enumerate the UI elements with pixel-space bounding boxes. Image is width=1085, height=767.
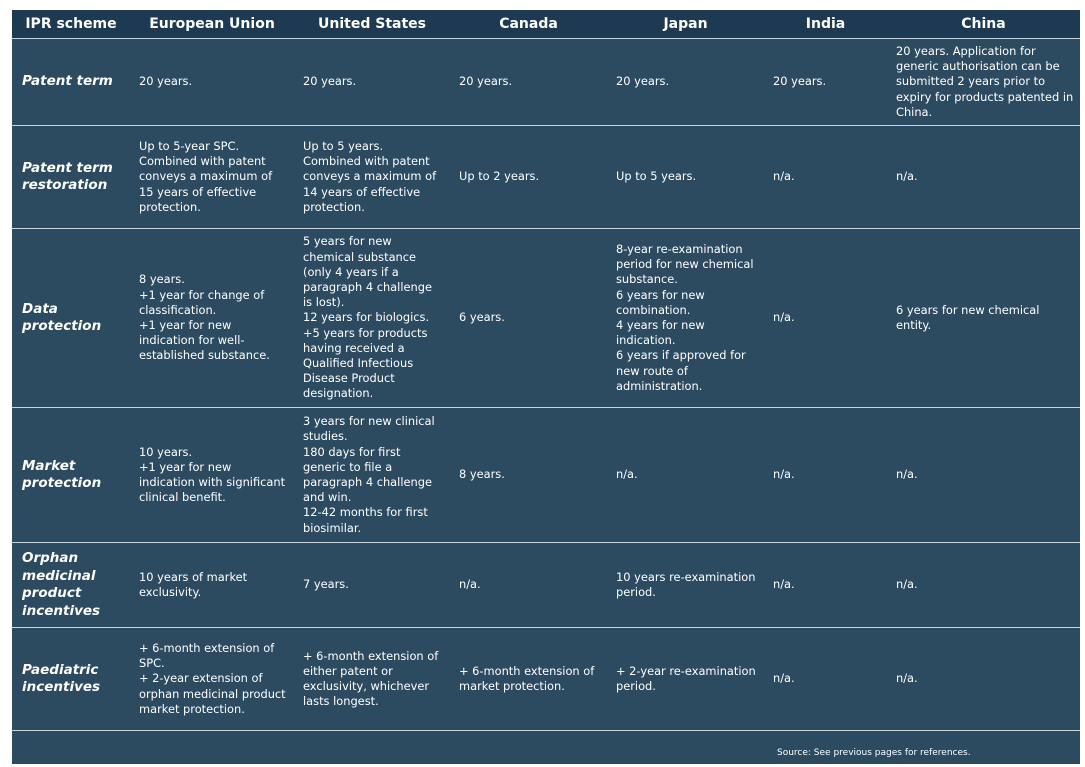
cell-china: 6 years for new chemical entity. (887, 229, 1080, 408)
row-label-data-protection: Data protection (12, 229, 130, 408)
row-label-market-protection: Market protection (12, 408, 130, 543)
cell-china: n/a. (887, 628, 1080, 731)
header-india: India (764, 10, 887, 39)
cell-us: + 6-month extension of either patent or exclusivity, whichever lasts longest. (294, 628, 450, 731)
table-row-patent-term-restoration (12, 126, 1080, 229)
row-label-orphan-incentives: Orphan medicinal product incentives (12, 543, 130, 628)
cell-india: n/a. (764, 126, 887, 229)
cell-india: n/a. (764, 628, 887, 731)
cell-eu: Up to 5-year SPC. Combined with patent conveys a maximum of 15 years of effective protection. (130, 126, 294, 229)
cell-japan: 20 years. (607, 39, 764, 126)
table-row-paediatric-incentives (12, 628, 1080, 731)
cell-canada: 6 years. (450, 229, 607, 408)
header-european-union: European Union (130, 10, 294, 39)
row-label-patent-term: Patent term (12, 39, 130, 126)
table-row-data-protection (12, 229, 1080, 408)
cell-china: n/a. (887, 126, 1080, 229)
cell-india: n/a. (764, 229, 887, 408)
cell-canada: 20 years. (450, 39, 607, 126)
cell-us: 3 years for new clinical studies. 180 days for first generic to file a paragraph 4 challenge and win. 12-42 months for first biosimilar. (294, 408, 450, 543)
cell-canada: 8 years. (450, 408, 607, 543)
header-ipr-scheme: IPR scheme (12, 10, 130, 39)
cell-eu: + 6-month extension of SPC. + 2-year extension of orphan medicinal product market protection. (130, 628, 294, 731)
cell-india: n/a. (764, 543, 887, 628)
cell-canada: n/a. (450, 543, 607, 628)
cell-japan: n/a. (607, 408, 764, 543)
cell-eu: 10 years of market exclusivity. (130, 543, 294, 628)
ipr-comparison-table (12, 10, 1080, 731)
cell-japan: 10 years re-examination period. (607, 543, 764, 628)
cell-us: 20 years. (294, 39, 450, 126)
header-china: China (887, 10, 1080, 39)
cell-us: 5 years for new chemical substance (only 4 years if a paragraph 4 challenge is lost). 12 years for biologics. +5 years for products having received a Qualified Infectious Disease Product designation. (294, 229, 450, 408)
table-row-orphan-incentives (12, 543, 1080, 628)
cell-india: n/a. (764, 408, 887, 543)
table-header-row (12, 10, 1080, 39)
row-label-patent-term-restoration: Patent term restoration (12, 126, 130, 229)
table-row-market-protection (12, 408, 1080, 543)
table-footer (12, 725, 1080, 764)
row-label-paediatric-incentives: Paediatric incentives (12, 628, 130, 731)
source-note: Source: See previous pages for references. (777, 748, 971, 758)
header-japan: Japan (607, 10, 764, 39)
ipr-comparison-panel (12, 10, 1080, 764)
header-united-states: United States (294, 10, 450, 39)
cell-us: Up to 5 years. Combined with patent conveys a maximum of 14 years of effective protection. (294, 126, 450, 229)
cell-japan: 8-year re-examination period for new chemical substance. 6 years for new combination. 4 years for new indication. 6 years if approved for new route of administration. (607, 229, 764, 408)
cell-canada: + 6-month extension of market protection. (450, 628, 607, 731)
cell-japan: + 2-year re-examination period. (607, 628, 764, 731)
cell-eu: 10 years. +1 year for new indication with significant clinical benefit. (130, 408, 294, 543)
cell-china: 20 years. Application for generic authorisation can be submitted 2 years prior to expiry for products patented in China. (887, 39, 1080, 126)
cell-eu: 8 years. +1 year for change of classification. +1 year for new indication for well-established substance. (130, 229, 294, 408)
cell-us: 7 years. (294, 543, 450, 628)
cell-japan: Up to 5 years. (607, 126, 764, 229)
cell-canada: Up to 2 years. (450, 126, 607, 229)
cell-eu: 20 years. (130, 39, 294, 126)
header-canada: Canada (450, 10, 607, 39)
cell-china: n/a. (887, 543, 1080, 628)
cell-china: n/a. (887, 408, 1080, 543)
table-row-patent-term (12, 39, 1080, 126)
cell-india: 20 years. (764, 39, 887, 126)
